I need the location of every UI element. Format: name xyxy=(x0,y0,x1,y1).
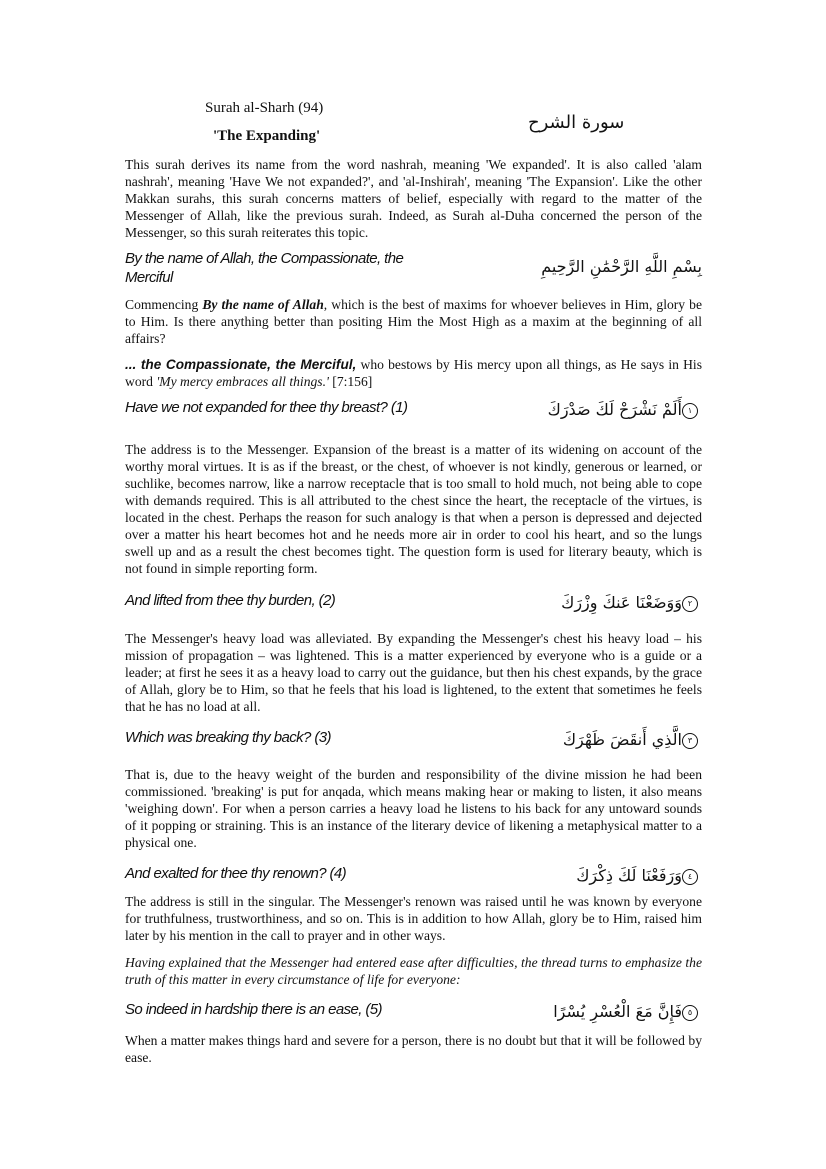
arabic-title: سورة الشرح xyxy=(528,112,625,133)
page-title: Surah al-Sharh (94) xyxy=(205,100,324,116)
verse-number-icon: ٢ xyxy=(682,596,698,612)
verse-1-commentary: The address is to the Messenger. Expansion of the breast is a matter of its widening on account of the worthy moral virtues. It is as if the breast, or the chest, of whoever is not kindly, generous or learned, or suchlike, becomes narrow, like a narrow receptacle that is too small to hold much, not being able to cope with demands required. This is all attributed to the chest since the heart, the receptacle of the virtues, is located in the chest. Perhaps the reason for such analogy is that when a person is depressed and dejected over a matter his heart becomes hot and he needs more air in order to cool his heart, and so the lungs swell up and as a result the chest becomes tight. The question form is used for literary beauty, which is not found in simple reporting form. xyxy=(125,442,702,576)
verse-3-commentary: That is, due to the heavy weight of the burden and responsibility of the divine mission he had been commissioned. 'breaking' is put for anqada, which means making hear or making to listen, it also means 'weighing down'. For when a person carries a heavy load he listens to his back for any untoward sounds of it popping or straining. This is an instance of the literary device of likening a metaphysical matter to a physical one. xyxy=(125,767,702,850)
verse-5-arabic: ٥فَإِنَّ مَعَ الْعُسْرِ يُسْرًا xyxy=(553,1002,702,1021)
verse-4-commentary: The address is still in the singular. The Messenger's renown was raised until he was known by everyone for truthfulness, trustworthiness, and so on. This is in addition to how Allah, glory be to Him, raised him later by his mention in the call to prayer and in other ways. xyxy=(125,894,702,943)
verse-3-english: Which was breaking thy back? (3) xyxy=(125,729,331,746)
verse-3 xyxy=(125,728,702,764)
verse-5-commentary: When a matter makes things hard and severe for a person, there is no doubt but that it will be followed by ease. xyxy=(125,1033,702,1065)
verse-2-arabic: ٢وَوَضَعْنَا عَنكَ وِزْرَكَ xyxy=(561,593,702,612)
verse-number-icon: ٤ xyxy=(682,869,698,885)
basmala-english: By the name of Allah, the Compassionate, the Merciful xyxy=(125,250,404,286)
basmala-verse xyxy=(125,249,702,289)
verse-1-arabic: ١أَلَمْ نَشْرَحْ لَكَ صَدْرَكَ xyxy=(548,400,702,419)
verse-number-icon: ١ xyxy=(682,403,698,419)
verse-2-english: And lifted from thee thy burden, (2) xyxy=(125,592,336,609)
basmala-comment-2: ... the Compassionate, the Merciful, who bestows by His mercy upon all things, as He says in His word 'My mercy embraces all things.' [7:156] xyxy=(125,357,702,389)
verse-1 xyxy=(125,398,702,434)
verse-1-english: Have we not expanded for thee thy breast? (1) xyxy=(125,399,408,416)
verse-2 xyxy=(125,591,702,627)
verse-5 xyxy=(125,1000,702,1036)
page-subtitle: 'The Expanding' xyxy=(213,128,321,144)
transition-paragraph: Having explained that the Messenger had entered ease after difficulties, the thread turns to emphasize the truth of this matter in every circumstance of life for everyone: xyxy=(125,955,702,987)
intro-paragraph: This surah derives its name from the word nashrah, meaning 'We expanded'. It is also called 'alam nashrah', meaning 'Have We not expanded?', and 'al-Inshirah', meaning 'The Expansion'. Like the other Makkan surahs, this surah concerns matters of belief, especially with regard to the matter of the Messenger of Allah, like the previous surah. Indeed, as Surah al-Duha concerned the person of the Messenger, so this surah reiterates this topic. xyxy=(125,157,702,240)
bold-phrase: By the name of Allah xyxy=(202,297,324,312)
verse-4-arabic: ٤وَرَفَعْنَا لَكَ ذِكْرَكَ xyxy=(576,866,702,885)
verse-4-english: And exalted for thee thy renown? (4) xyxy=(125,865,347,882)
verse-number-icon: ٣ xyxy=(682,733,698,749)
verse-2-commentary: The Messenger's heavy load was alleviated. By expanding the Messenger's chest his heavy load – his mission of propagation – was lightened. This is a matter experienced by everyone who is a guide or a leader; at first he sees it as a heavy load to carry out the guidance, but then his chest expands, by the grace of Allah, glory be to Him, so that he feels that his load is lightened, to the extent that sometimes he feels that he has no load at all. xyxy=(125,631,702,714)
verse-number-icon: ٥ xyxy=(682,1005,698,1021)
basmala-arabic: بِسْمِ اللَّهِ الرَّحْمَٰنِ الرَّحِيمِ xyxy=(541,257,702,276)
verse-5-english: So indeed in hardship there is an ease, (5) xyxy=(125,1001,382,1018)
verse-3-arabic: ٣الَّذِي أَنقَضَ ظَهْرَكَ xyxy=(563,730,702,749)
basmala-comment-1: Commencing By the name of Allah, which is the best of maxims for whoever believes in Him, glory be to Him. Is there anything better than positing Him the Most High as a maxim at the beginning of all affairs? xyxy=(125,297,703,346)
